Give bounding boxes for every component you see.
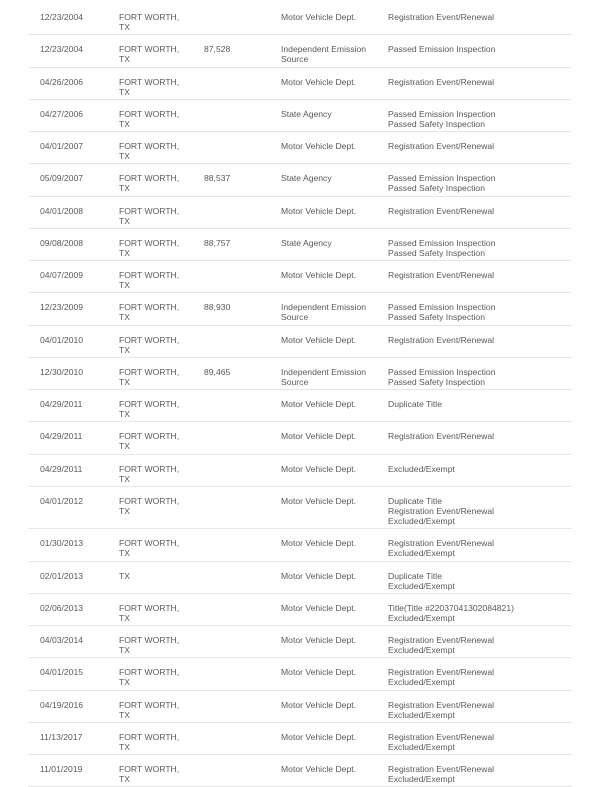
event-cell-line: Excluded/Exempt xyxy=(388,741,455,752)
event-cell xyxy=(376,99,572,131)
source-cell xyxy=(269,164,376,196)
location-cell-line: TX xyxy=(119,677,130,688)
event-cell-line: Registration Event/Renewal xyxy=(388,141,495,151)
source-cell xyxy=(269,390,376,422)
event-cell-line: Registration Event/Renewal xyxy=(388,505,495,516)
date-cell-text: 04/19/2016 xyxy=(40,699,84,710)
event-cell-line: Passed Safety Inspection xyxy=(388,183,485,194)
table-row xyxy=(28,658,572,690)
event-cell-line: Excluded/Exempt xyxy=(388,612,455,623)
date-cell-text: 12/23/2004 xyxy=(40,44,84,55)
date-cell xyxy=(28,529,107,561)
location-cell-line: FORT WORTH, xyxy=(119,764,180,774)
odometer-cell-text: 88,930 xyxy=(204,302,231,313)
date-cell xyxy=(28,67,107,99)
source-cell xyxy=(269,422,376,454)
event-cell-line: Registration Event/Renewal xyxy=(388,76,495,87)
event-cell-line: Passed Emission Inspection xyxy=(388,44,496,55)
location-cell xyxy=(107,196,192,228)
date-cell-text: 11/01/2019 xyxy=(40,764,83,774)
location-cell-line: FORT WORTH, xyxy=(119,270,180,280)
date-cell-text: 12/30/2010 xyxy=(40,366,84,377)
date-cell-text: 04/03/2014 xyxy=(40,635,84,645)
date-cell-text: 02/01/2013 xyxy=(40,570,84,581)
date-cell-text: 04/01/2008 xyxy=(40,205,84,216)
location-cell-line: FORT WORTH, xyxy=(119,141,180,151)
event-cell xyxy=(376,690,572,722)
source-cell-line: Motor Vehicle Dept. xyxy=(281,602,356,613)
event-cell xyxy=(376,755,572,787)
location-cell-line: FORT WORTH, xyxy=(119,366,180,377)
event-cell-line: Duplicate Title xyxy=(388,570,442,581)
location-cell xyxy=(107,626,192,658)
date-cell xyxy=(28,132,107,164)
table-row xyxy=(28,67,572,99)
date-cell-text: 05/09/2007 xyxy=(40,173,84,184)
date-cell xyxy=(28,390,107,422)
location-cell-line: TX xyxy=(119,570,130,581)
location-cell-line: TX xyxy=(119,151,130,162)
date-cell-text: 04/01/2007 xyxy=(40,141,84,151)
event-cell-line: Excluded/Exempt xyxy=(388,645,455,656)
event-cell-line: Passed Emission Inspection xyxy=(388,237,496,248)
table-row xyxy=(28,261,572,293)
date-cell xyxy=(28,593,107,625)
date-cell xyxy=(28,561,107,593)
location-cell xyxy=(107,132,192,164)
date-cell-text: 12/23/2009 xyxy=(40,302,84,313)
source-cell xyxy=(269,228,376,260)
event-cell-line: Passed Emission Inspection xyxy=(388,173,496,184)
event-cell-line: Registration Event/Renewal xyxy=(388,538,495,549)
event-cell-line: Passed Emission Inspection xyxy=(388,108,496,119)
date-cell xyxy=(28,722,107,754)
odometer-cell xyxy=(192,164,269,196)
source-cell-line: Source xyxy=(281,54,309,65)
location-cell-line: FORT WORTH, xyxy=(119,44,180,55)
event-cell-line: Excluded/Exempt xyxy=(388,677,455,688)
odometer-cell xyxy=(192,228,269,260)
event-cell-line: Excluded/Exempt xyxy=(388,709,455,720)
event-cell xyxy=(376,561,572,593)
event-cell-line: Registration Event/Renewal xyxy=(388,731,495,742)
event-cell-line: Excluded/Exempt xyxy=(388,548,455,559)
event-cell xyxy=(376,626,572,658)
date-cell xyxy=(28,3,107,35)
table-row xyxy=(28,722,572,754)
location-cell-line: TX xyxy=(119,280,130,291)
odometer-cell xyxy=(192,196,269,228)
location-cell-line: TX xyxy=(119,473,130,484)
event-cell xyxy=(376,722,572,754)
location-cell-line: FORT WORTH, xyxy=(119,538,180,549)
odometer-cell xyxy=(192,722,269,754)
date-cell-text: 04/27/2006 xyxy=(40,108,84,119)
location-cell-line: FORT WORTH, xyxy=(119,108,180,119)
event-cell xyxy=(376,164,572,196)
source-cell xyxy=(269,325,376,357)
date-cell xyxy=(28,626,107,658)
location-cell xyxy=(107,35,192,67)
location-cell-line: FORT WORTH, xyxy=(119,667,180,678)
odometer-cell xyxy=(192,486,269,529)
source-cell-line: State Agency xyxy=(281,237,332,248)
history-table xyxy=(28,3,572,787)
location-cell-line: TX xyxy=(119,409,130,420)
location-cell xyxy=(107,67,192,99)
event-cell-line: Registration Event/Renewal xyxy=(388,667,495,678)
event-cell xyxy=(376,132,572,164)
source-cell-line: Motor Vehicle Dept. xyxy=(281,12,356,22)
location-cell xyxy=(107,261,192,293)
odometer-cell xyxy=(192,422,269,454)
date-cell-text: 04/01/2012 xyxy=(40,495,84,506)
location-cell-line: TX xyxy=(119,247,130,258)
event-cell-line: Title(Title #22037041302084821) xyxy=(388,602,514,613)
date-cell xyxy=(28,325,107,357)
location-cell-line: FORT WORTH, xyxy=(119,602,180,613)
date-cell-text: 01/30/2013 xyxy=(40,538,84,549)
event-cell xyxy=(376,196,572,228)
source-cell-line: Motor Vehicle Dept. xyxy=(281,463,356,474)
date-cell xyxy=(28,422,107,454)
source-cell-line: Motor Vehicle Dept. xyxy=(281,205,356,216)
source-cell xyxy=(269,755,376,787)
table-row xyxy=(28,561,572,593)
table-row xyxy=(28,293,572,325)
odometer-cell xyxy=(192,561,269,593)
source-cell xyxy=(269,690,376,722)
date-cell xyxy=(28,454,107,486)
location-cell-line: FORT WORTH, xyxy=(119,237,180,248)
location-cell-line: FORT WORTH, xyxy=(119,334,180,345)
source-cell-line: Source xyxy=(281,312,309,323)
location-cell xyxy=(107,529,192,561)
date-cell xyxy=(28,196,107,228)
location-cell-line: TX xyxy=(119,215,130,226)
location-cell xyxy=(107,390,192,422)
location-cell-line: TX xyxy=(119,312,130,323)
date-cell-text: 11/13/2017 xyxy=(40,731,83,742)
location-cell-line: TX xyxy=(119,709,130,720)
location-cell xyxy=(107,422,192,454)
source-cell-line: State Agency xyxy=(281,108,332,119)
location-cell-line: FORT WORTH, xyxy=(119,463,180,474)
date-cell xyxy=(28,164,107,196)
source-cell xyxy=(269,593,376,625)
odometer-cell xyxy=(192,593,269,625)
source-cell-line: Motor Vehicle Dept. xyxy=(281,699,356,710)
event-cell-line: Registration Event/Renewal xyxy=(388,635,495,645)
source-cell xyxy=(269,3,376,35)
event-cell-line: Registration Event/Renewal xyxy=(388,205,495,216)
table-row xyxy=(28,390,572,422)
source-cell xyxy=(269,658,376,690)
event-cell-line: Registration Event/Renewal xyxy=(388,334,495,345)
date-cell xyxy=(28,35,107,67)
event-cell xyxy=(376,325,572,357)
event-cell-line: Duplicate Title xyxy=(388,495,442,506)
source-cell-line: Motor Vehicle Dept. xyxy=(281,667,356,678)
location-cell-line: TX xyxy=(119,86,130,97)
event-cell xyxy=(376,390,572,422)
event-cell-line: Duplicate Title xyxy=(388,399,442,409)
location-cell xyxy=(107,593,192,625)
event-cell xyxy=(376,454,572,486)
source-cell-line: State Agency xyxy=(281,173,332,184)
source-cell xyxy=(269,293,376,325)
odometer-cell xyxy=(192,626,269,658)
location-cell-line: TX xyxy=(119,54,130,65)
event-cell xyxy=(376,593,572,625)
table-row xyxy=(28,529,572,561)
location-cell-line: FORT WORTH, xyxy=(119,731,180,742)
source-cell xyxy=(269,486,376,529)
odometer-cell xyxy=(192,132,269,164)
table-row xyxy=(28,422,572,454)
table-row xyxy=(28,99,572,131)
location-cell-line: FORT WORTH, xyxy=(119,495,180,506)
table-row xyxy=(28,593,572,625)
location-cell-line: FORT WORTH, xyxy=(119,431,180,442)
location-cell xyxy=(107,561,192,593)
source-cell xyxy=(269,357,376,389)
location-cell-line: FORT WORTH, xyxy=(119,205,180,216)
source-cell-line: Source xyxy=(281,376,309,387)
location-cell-line: TX xyxy=(119,118,130,129)
date-cell-text: 04/29/2011 xyxy=(40,399,83,409)
location-cell xyxy=(107,357,192,389)
location-cell-line: TX xyxy=(119,774,130,785)
event-cell-line: Registration Event/Renewal xyxy=(388,12,495,22)
odometer-cell xyxy=(192,755,269,787)
date-cell-text: 04/29/2011 xyxy=(40,431,83,442)
location-cell-line: FORT WORTH, xyxy=(119,399,180,409)
date-cell-text: 04/26/2006 xyxy=(40,76,84,87)
source-cell-line: Motor Vehicle Dept. xyxy=(281,495,356,506)
odometer-cell xyxy=(192,690,269,722)
event-cell xyxy=(376,3,572,35)
table-row xyxy=(28,228,572,260)
location-cell-line: FORT WORTH, xyxy=(119,173,180,184)
odometer-cell xyxy=(192,35,269,67)
date-cell xyxy=(28,755,107,787)
source-cell-line: Motor Vehicle Dept. xyxy=(281,731,356,742)
table-row xyxy=(28,755,572,787)
odometer-cell-text: 89,465 xyxy=(204,366,231,377)
source-cell-line: Motor Vehicle Dept. xyxy=(281,764,356,774)
history-table-body xyxy=(28,3,572,787)
location-cell-line: TX xyxy=(119,741,130,752)
location-cell-line: TX xyxy=(119,548,130,559)
source-cell-line: Motor Vehicle Dept. xyxy=(281,538,356,549)
event-cell-line: Registration Event/Renewal xyxy=(388,270,495,280)
odometer-cell xyxy=(192,325,269,357)
date-cell-text: 09/08/2008 xyxy=(40,237,84,248)
table-row xyxy=(28,164,572,196)
event-cell xyxy=(376,67,572,99)
odometer-cell xyxy=(192,454,269,486)
source-cell xyxy=(269,261,376,293)
table-row xyxy=(28,325,572,357)
location-cell-line: TX xyxy=(119,183,130,194)
location-cell-line: TX xyxy=(119,22,130,33)
source-cell-line: Independent Emission xyxy=(281,302,367,313)
date-cell xyxy=(28,293,107,325)
source-cell-line: Motor Vehicle Dept. xyxy=(281,635,356,645)
location-cell xyxy=(107,99,192,131)
table-row xyxy=(28,486,572,529)
odometer-cell xyxy=(192,658,269,690)
table-row xyxy=(28,357,572,389)
odometer-cell xyxy=(192,3,269,35)
location-cell-line: TX xyxy=(119,441,130,452)
date-cell-text: 04/01/2010 xyxy=(40,334,84,345)
source-cell xyxy=(269,35,376,67)
date-cell xyxy=(28,261,107,293)
location-cell-line: TX xyxy=(119,612,130,623)
date-cell xyxy=(28,690,107,722)
location-cell xyxy=(107,486,192,529)
table-row xyxy=(28,196,572,228)
date-cell xyxy=(28,658,107,690)
location-cell-line: FORT WORTH, xyxy=(119,635,180,645)
event-cell-line: Passed Safety Inspection xyxy=(388,247,485,258)
source-cell-line: Motor Vehicle Dept. xyxy=(281,76,356,87)
source-cell-line: Motor Vehicle Dept. xyxy=(281,431,356,442)
table-row xyxy=(28,35,572,67)
date-cell-text: 04/29/2011 xyxy=(40,463,83,474)
event-cell xyxy=(376,422,572,454)
location-cell xyxy=(107,228,192,260)
location-cell-line: FORT WORTH, xyxy=(119,699,180,710)
event-cell-line: Excluded/Exempt xyxy=(388,774,455,785)
source-cell xyxy=(269,454,376,486)
event-cell-line: Passed Emission Inspection xyxy=(388,302,496,313)
source-cell-line: Motor Vehicle Dept. xyxy=(281,270,356,280)
event-cell-line: Excluded/Exempt xyxy=(388,516,455,527)
odometer-cell xyxy=(192,529,269,561)
location-cell-line: TX xyxy=(119,505,130,516)
location-cell xyxy=(107,3,192,35)
source-cell-line: Motor Vehicle Dept. xyxy=(281,570,356,581)
table-row xyxy=(28,690,572,722)
odometer-cell xyxy=(192,99,269,131)
source-cell xyxy=(269,196,376,228)
location-cell xyxy=(107,293,192,325)
event-cell xyxy=(376,293,572,325)
event-cell xyxy=(376,35,572,67)
location-cell-line: FORT WORTH, xyxy=(119,12,180,22)
odometer-cell xyxy=(192,261,269,293)
location-cell xyxy=(107,658,192,690)
event-cell-line: Registration Event/Renewal xyxy=(388,764,495,774)
location-cell xyxy=(107,690,192,722)
date-cell-text: 02/06/2013 xyxy=(40,602,84,613)
table-row xyxy=(28,454,572,486)
table-row xyxy=(28,626,572,658)
location-cell xyxy=(107,164,192,196)
event-cell-line: Passed Emission Inspection xyxy=(388,366,496,377)
date-cell xyxy=(28,486,107,529)
table-row xyxy=(28,3,572,35)
event-cell-line: Registration Event/Renewal xyxy=(388,699,495,710)
source-cell xyxy=(269,67,376,99)
date-cell xyxy=(28,99,107,131)
odometer-cell xyxy=(192,293,269,325)
date-cell xyxy=(28,357,107,389)
event-cell xyxy=(376,658,572,690)
location-cell xyxy=(107,454,192,486)
source-cell-line: Motor Vehicle Dept. xyxy=(281,334,356,345)
odometer-cell xyxy=(192,67,269,99)
source-cell xyxy=(269,132,376,164)
event-cell xyxy=(376,357,572,389)
date-cell xyxy=(28,228,107,260)
location-cell-line: TX xyxy=(119,645,130,656)
source-cell xyxy=(269,722,376,754)
source-cell xyxy=(269,561,376,593)
odometer-cell-text: 87,528 xyxy=(204,44,231,55)
odometer-cell-text: 88,537 xyxy=(204,173,231,184)
table-row xyxy=(28,132,572,164)
location-cell-line: FORT WORTH, xyxy=(119,76,180,87)
source-cell-line: Motor Vehicle Dept. xyxy=(281,141,356,151)
event-cell xyxy=(376,261,572,293)
source-cell-line: Independent Emission xyxy=(281,44,367,55)
source-cell xyxy=(269,529,376,561)
odometer-cell xyxy=(192,390,269,422)
odometer-cell xyxy=(192,357,269,389)
event-cell xyxy=(376,486,572,529)
event-cell-line: Excluded/Exempt xyxy=(388,580,455,591)
date-cell-text: 04/01/2015 xyxy=(40,667,84,678)
event-cell-line: Excluded/Exempt xyxy=(388,463,455,474)
location-cell xyxy=(107,722,192,754)
event-cell-line: Passed Safety Inspection xyxy=(388,376,485,387)
event-cell-line: Passed Safety Inspection xyxy=(388,312,485,323)
location-cell-line: TX xyxy=(119,344,130,355)
source-cell-line: Independent Emission xyxy=(281,366,367,377)
source-cell xyxy=(269,626,376,658)
location-cell-line: TX xyxy=(119,376,130,387)
odometer-cell-text: 88,757 xyxy=(204,237,231,248)
location-cell xyxy=(107,755,192,787)
event-cell-line: Passed Safety Inspection xyxy=(388,118,485,129)
event-cell xyxy=(376,529,572,561)
date-cell-text: 12/23/2004 xyxy=(40,12,84,22)
event-cell xyxy=(376,228,572,260)
source-cell-line: Motor Vehicle Dept. xyxy=(281,399,356,409)
source-cell xyxy=(269,99,376,131)
location-cell xyxy=(107,325,192,357)
location-cell-line: FORT WORTH, xyxy=(119,302,180,313)
date-cell-text: 04/07/2009 xyxy=(40,270,84,280)
event-cell-line: Registration Event/Renewal xyxy=(388,431,495,442)
